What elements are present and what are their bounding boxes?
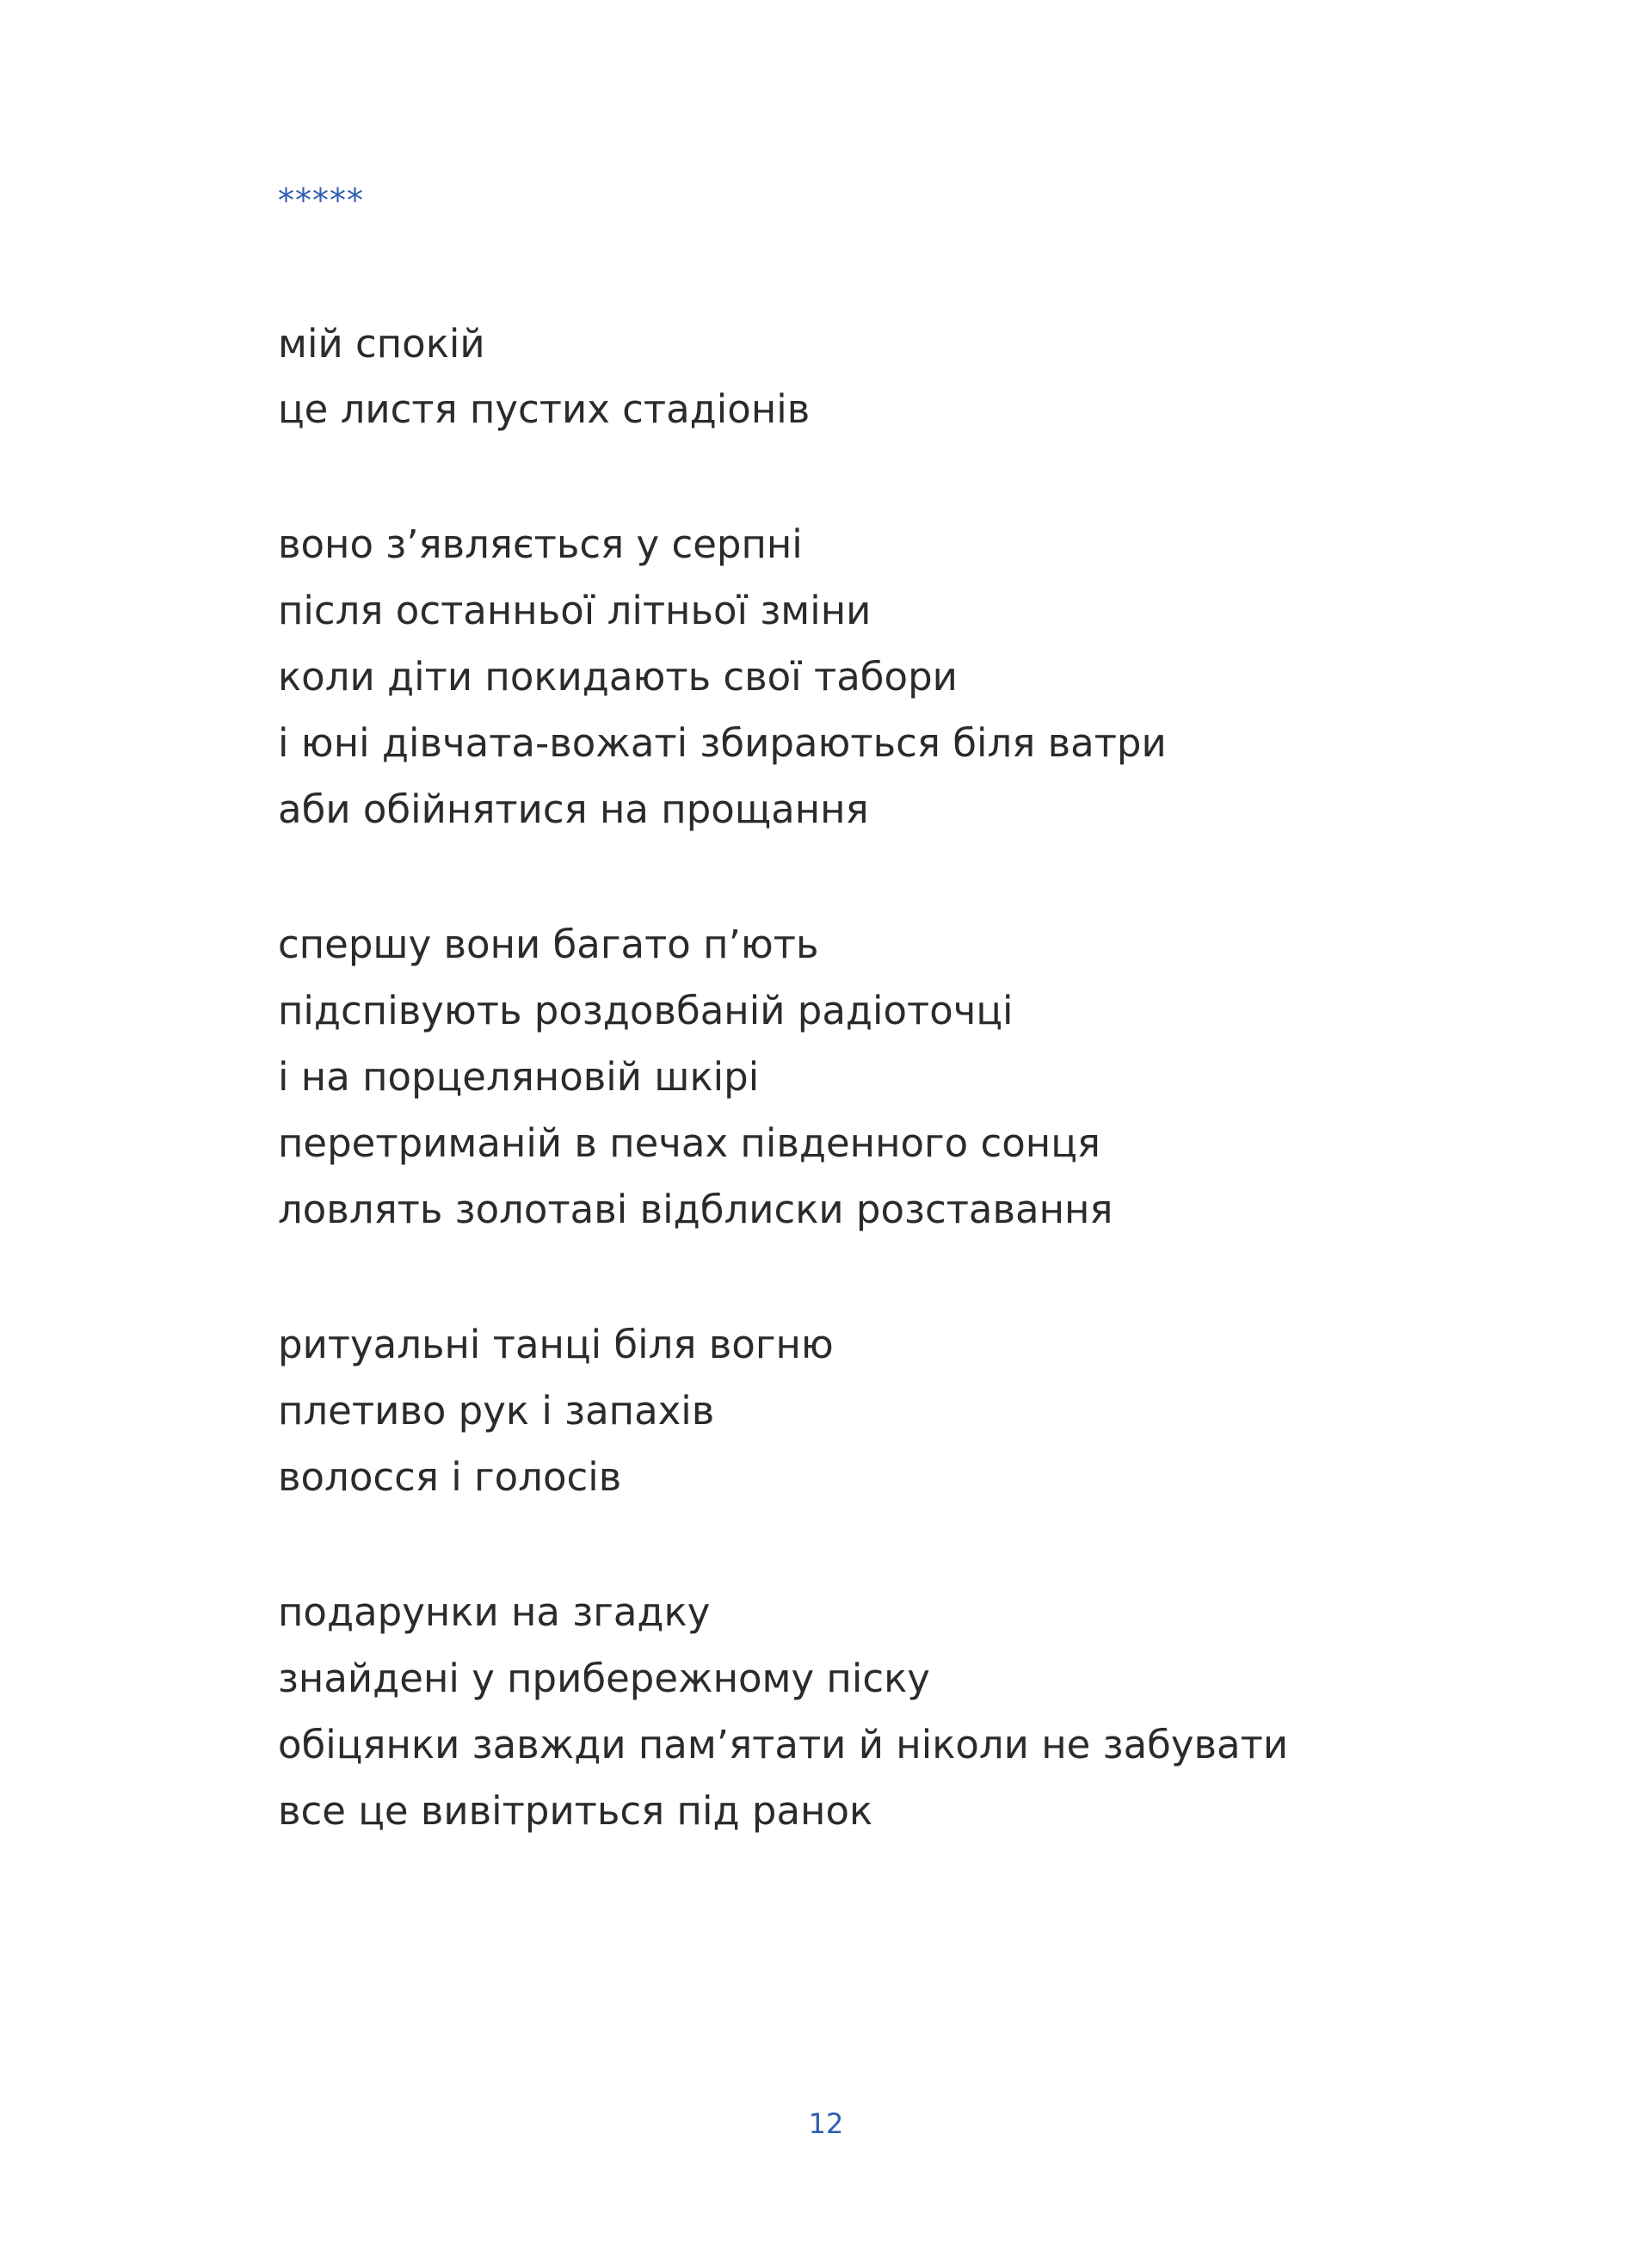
poem-line: після останньої літньої зміни xyxy=(278,588,872,633)
poem-line: знайдені у прибережному піску xyxy=(278,1656,930,1701)
poem-line: підспівують роздовбаній радіоточці xyxy=(278,988,1014,1033)
page-number: 12 xyxy=(808,2107,844,2140)
poem-line: і на порцеляновій шкірі xyxy=(278,1054,760,1100)
poem-line: це листя пустих стадіонів xyxy=(278,386,811,432)
poem-line: все це вивітриться під ранок xyxy=(278,1788,873,1834)
poem-line: волосся і голосів xyxy=(278,1454,622,1500)
poem-line: плетиво рук і запахів xyxy=(278,1388,715,1434)
poem-line: подарунки на згадку xyxy=(278,1589,711,1635)
poem-line: перетриманій в печах південного сонця xyxy=(278,1120,1100,1166)
poem-line: спершу вони багато п’ють xyxy=(278,922,819,967)
poem-line: ловлять золотаві відблиски розставання xyxy=(278,1187,1113,1232)
poem-line: коли діти покидають свої табори xyxy=(278,654,958,700)
poem-line: аби обійнятися на прощання xyxy=(278,786,869,832)
poem-line: обіцянки завжди пам’ятати й ніколи не забувати xyxy=(278,1722,1289,1767)
poem-line: і юні дівчата-вожаті збираються біля ватри xyxy=(278,720,1167,766)
poem-line: воно з’являється у серпні xyxy=(278,521,803,567)
poem-line: ритуальні танці біля вогню xyxy=(278,1322,834,1367)
section-separator: ***** xyxy=(278,182,364,219)
poem-line: мій спокій xyxy=(278,321,485,367)
